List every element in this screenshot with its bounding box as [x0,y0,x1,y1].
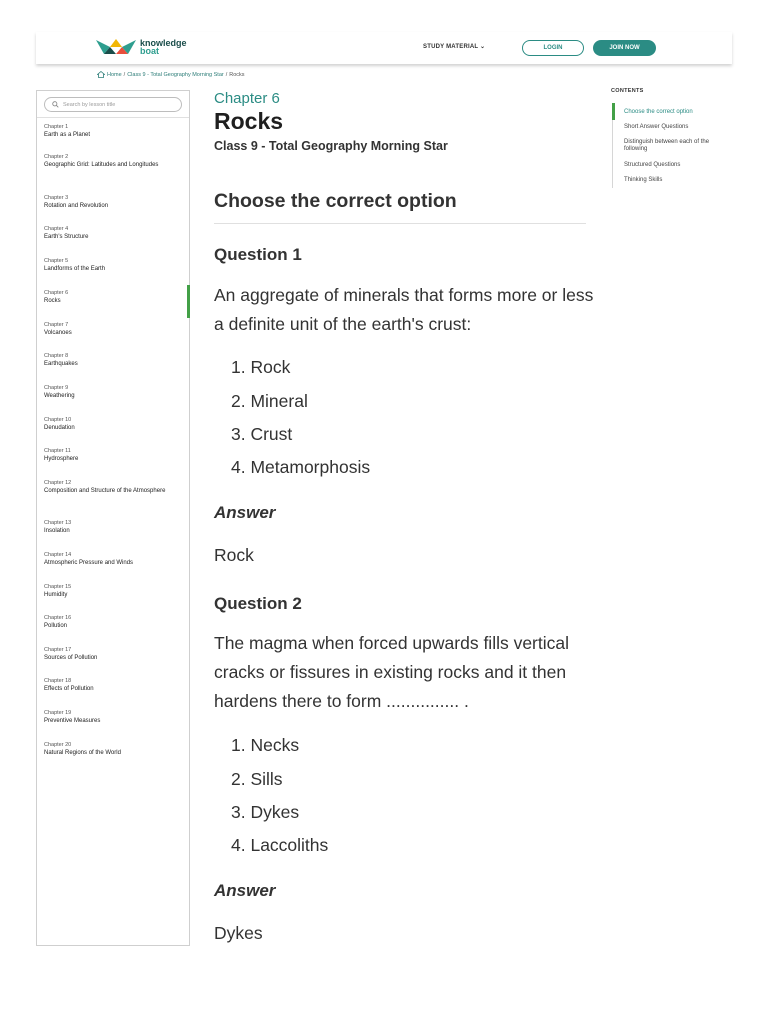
join-now-button[interactable]: JOIN NOW [593,40,656,56]
sidebar-item-chapter-12[interactable] [44,479,184,495]
logo-text-line2: boat [140,46,159,56]
chapter-number: Chapter 8 [44,353,69,359]
chapter-number: Chapter 9 [44,385,69,391]
chapter-name: Rotation and Revolution [44,203,109,209]
chapter-name: Pollution [44,623,68,629]
chapter-name: Geographic Grid: Latitudes and Longitudes [44,162,159,168]
chapter-name: Hydrosphere [44,456,79,462]
chapter-name: Earthquakes [44,361,78,367]
top-nav-bar [36,32,732,64]
chapter-number: Chapter 17 [44,647,72,653]
question-text: The magma when forced upwards fills vertical cracks or fissures in existing rocks and it then hardens there to form ............... . [214,633,570,711]
chapter-number: Chapter 14 [44,552,72,558]
toc-item-structured[interactable]: Structured Questions [624,162,681,168]
option-item: 2. Sills [231,769,283,789]
study-material-menu[interactable]: STUDY MATERIAL ⌄ [423,44,486,50]
sidebar-item-chapter-6[interactable] [44,289,184,305]
sidebar-item-chapter-11[interactable] [44,447,184,463]
chapter-name: Sources of Pollution [44,655,98,661]
sidebar-item-chapter-4[interactable] [44,225,184,241]
option-item: 4. Laccoliths [231,835,329,855]
chapter-number: Chapter 19 [44,710,72,716]
chapter-number: Chapter 12 [44,480,72,486]
toc-active-indicator [612,103,615,120]
chapter-number: Chapter 13 [44,520,72,526]
knowledgeboat-logo[interactable] [96,38,187,56]
option-item: 3. Crust [231,424,293,444]
chapter-name: Denudation [44,425,75,431]
book-subtitle: Class 9 - Total Geography Morning Star [214,139,448,153]
chapter-name: Insolation [44,528,70,534]
toc-item-short-answer[interactable]: Short Answer Questions [624,124,689,130]
chapter-number: Chapter 18 [44,678,72,684]
option-item: 1. Necks [231,735,300,755]
sidebar-item-chapter-1[interactable] [44,123,184,139]
divider [37,117,189,118]
option-item: 2. Mineral [231,391,308,411]
chapter-name: Rocks [44,298,61,304]
chapter-name: Natural Regions of the World [44,750,121,756]
sidebar-item-chapter-16[interactable] [44,614,184,630]
chapter-name: Preventive Measures [44,718,101,724]
chapter-name: Humidity [44,592,68,598]
chapter-number: Chapter 5 [44,258,69,264]
question-text: An aggregate of minerals that forms more or less a definite unit of the earth's crust: [214,285,594,334]
toc-item-thinking-skills[interactable]: Thinking Skills [624,177,663,183]
question-heading: Question 1 [214,245,302,264]
breadcrumb-home[interactable]: Home [107,71,122,78]
breadcrumb [97,71,245,78]
option-item: 4. Metamorphosis [231,457,371,477]
chapter-number: Chapter 16 [44,615,72,621]
chapter-name: Weathering [44,393,75,399]
sidebar-item-chapter-17[interactable] [44,646,184,662]
chapter-number: Chapter 4 [44,226,69,232]
toc-item-choose-correct-option[interactable]: Choose the correct option [624,109,693,115]
chapter-number: Chapter 11 [44,448,71,454]
login-button[interactable]: LOGIN [522,40,584,56]
chapter-name: Landforms of the Earth [44,266,106,272]
chapter-number: Chapter 2 [44,154,69,160]
answer-text: Rock [214,545,254,565]
sidebar-item-chapter-19[interactable] [44,709,184,725]
sidebar-item-chapter-5[interactable] [44,257,184,273]
option-item: 3. Dykes [231,802,300,822]
answer-label: Answer [214,881,276,900]
chapter-name: Atmospheric Pressure and Winds [44,560,134,566]
lesson-search-box[interactable] [44,97,182,112]
toc-item-distinguish[interactable]: Distinguish between each of the following [624,139,710,152]
sidebar-item-chapter-8[interactable] [44,352,184,368]
chapter-name: Volcanoes [44,330,72,336]
chapter-number: Chapter 6 [44,290,69,296]
sidebar-item-chapter-2[interactable] [44,153,184,169]
chapter-name: Earth as a Planet [44,132,91,138]
sidebar-item-chapter-18[interactable] [44,677,184,693]
chapter-number: Chapter 10 [44,417,72,423]
sidebar-item-chapter-20[interactable] [44,741,184,757]
sidebar-item-chapter-3[interactable] [44,194,184,210]
answer-label: Answer [214,503,276,522]
breadcrumb-book[interactable]: Class 9 - Total Geography Morning Star [127,71,224,78]
logo-icon [96,38,136,56]
chapter-number: Chapter 15 [44,584,72,590]
sidebar-item-chapter-7[interactable] [44,321,184,337]
breadcrumb-separator: / [123,71,126,78]
chapter-number: Chapter 3 [44,195,69,201]
chapter-sidebar [36,90,190,946]
breadcrumb-current: Rocks [229,71,245,78]
section-divider [214,223,586,224]
section-title: Choose the correct option [214,190,457,212]
chapter-number: Chapter 7 [44,322,69,328]
chapter-number: Chapter 20 [44,742,72,748]
chapter-name: Earth's Structure [44,234,89,240]
sidebar-item-chapter-10[interactable] [44,416,184,432]
logo-text-line1: knowledge [140,38,187,48]
answer-text: Dykes [214,923,263,943]
chapter-number: Chapter 1 [44,124,69,130]
active-chapter-indicator [187,285,190,318]
home-icon[interactable] [97,71,105,78]
option-item: 1. Rock [231,357,291,377]
page-title: Rocks [214,108,284,134]
toc-title: CONTENTS [611,88,644,94]
chapter-name: Effects of Pollution [44,686,94,692]
sidebar-item-chapter-13[interactable] [44,519,184,535]
breadcrumb-separator: / [225,71,228,78]
sidebar-item-chapter-14[interactable] [44,551,184,567]
sidebar-item-chapter-15[interactable] [44,583,184,599]
question-heading: Question 2 [214,594,302,613]
chapter-label: Chapter 6 [214,90,280,107]
chapter-name: Composition and Structure of the Atmosphere [44,488,166,494]
sidebar-item-chapter-9[interactable] [44,384,184,400]
search-input[interactable] [63,102,173,108]
table-of-contents [612,104,722,188]
search-icon [52,101,59,108]
